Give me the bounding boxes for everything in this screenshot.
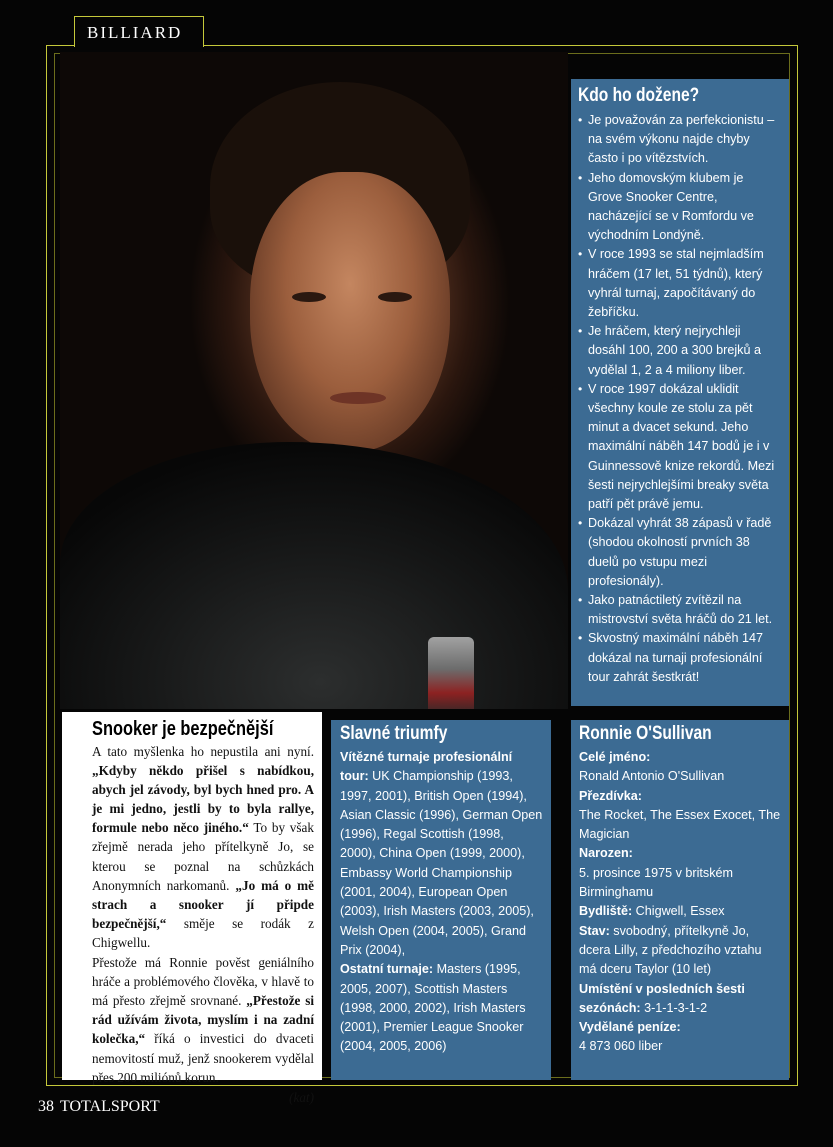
- triumphs-other: [340, 960, 543, 1056]
- fact-item: • Je považován za perfekcionistu – na svém výkonu najde chyby často i po vítězstvích.: [578, 111, 781, 169]
- article-author: (kat): [289, 1089, 314, 1105]
- born-label: Narozen:: [579, 846, 633, 861]
- facts-title: Kdo ho dožene?: [578, 85, 700, 106]
- nickname-value: The Rocket, The Essex Exocet, The Magician: [579, 807, 781, 842]
- page-number: 38: [38, 1098, 54, 1115]
- triumphs-pro-text: UK Championship (1993, 1997, 2001), British Open (1994), Asian Classic (1996), German Open (1996), Regal Scottish (1998, 2000), China Open (1999, 2000), Embassy World Championship (2001, 2004), European Open (2003), Irish Masters (2003, 2005), Welsh Open (2004, 2005), Grand Prix (2004),: [340, 769, 543, 957]
- fact-item: • Dokázal vyhrát 38 zápasů v řadě (shodou okolností prvních 38 duelů po vstupu mezi profesionály).: [578, 514, 781, 591]
- photo-mouth: [330, 392, 386, 404]
- article-text: směje se rodák z Chigwellu.: [92, 915, 314, 950]
- article-paragraph-1: [92, 742, 314, 952]
- profile-box: [571, 720, 789, 1080]
- photo-face: [250, 172, 450, 452]
- section-label: BILLIARD: [74, 16, 204, 47]
- triumphs-pro: [340, 748, 543, 960]
- article-quote: „Jo má o mě strach a snooker jí připde bezpečnější,“: [92, 877, 314, 931]
- status-label: Stav:: [579, 923, 610, 938]
- page-footer: [38, 1098, 160, 1116]
- placement-row: [579, 980, 781, 1019]
- photo-shirt: [60, 442, 568, 709]
- nickname-label: Přezdívka:: [579, 788, 642, 803]
- full-name-value: Ronald Antonio O'Sullivan: [579, 769, 725, 784]
- earnings-label: Vydělané peníze:: [579, 1020, 681, 1035]
- photo-eyes: [292, 292, 412, 306]
- article-text: A tato myšlenka ho nepustila ani nyní.: [92, 744, 314, 759]
- triumphs-other-label: Ostatní turnaje:: [340, 962, 434, 977]
- article-paragraph-2: [92, 953, 314, 1087]
- article-title: Snooker je bezpečnější: [92, 718, 274, 740]
- article-box: [62, 712, 322, 1105]
- residence-label: Bydliště:: [579, 904, 633, 919]
- residence-row: [579, 902, 781, 921]
- player-photo: [60, 52, 568, 709]
- triumphs-box: [331, 720, 551, 1080]
- article-quote: „Kdyby někdo přišel s nabídkou, abych jel závody, byl bych hned pro. A je mi jedno, jestli by to byla rallye, formule nebo něco jiného.“: [92, 763, 314, 836]
- facts-list: [578, 111, 781, 687]
- fact-item: • Je hráčem, který nejrychleji dosáhl 100, 200 a 300 brejků a vydělal 1, 2 a 4 miliony liber.: [578, 322, 781, 380]
- placement-label: Umístění v posledních šesti sezónách:: [579, 981, 745, 1015]
- fact-item: • Jako patnáctiletý zvítězil na mistrovství světa hráčů do 21 let.: [578, 591, 781, 629]
- article-text: To by však zřejmě nerada jeho přítelkyně Jo, se kterou se poznal na schůzkách Anonymních narkomanů.: [92, 820, 314, 893]
- profile-fields: [579, 748, 781, 1057]
- status-row: [579, 922, 781, 980]
- fact-item: • V roce 1993 se stal nejmladším hráčem (17 let, 51 týdnů), který vyhrál turnaj, započítávaný do žebříčku.: [578, 245, 781, 322]
- shirt-badge: [428, 637, 474, 709]
- magazine-name: TOTALSPORT: [60, 1098, 160, 1115]
- fact-item: • Jeho domovským klubem je Grove Snooker Centre, nacházející se v Romfordu ve východním Londýně.: [578, 169, 781, 246]
- article-text: říká o investici do dvaceti nemovitostí muž, jenž snookerem vydělal přes 200 miliónů korun.: [92, 1031, 314, 1085]
- profile-title: Ronnie O'Sullivan: [579, 723, 712, 744]
- facts-sidebar: [571, 79, 789, 706]
- triumphs-other-text: Masters (1995, 2005, 2007), Scottish Masters (1998, 2000, 2002), Irish Masters (2001), Premier League Snooker (2004, 2005, 2006): [340, 962, 526, 1054]
- fact-item: • V roce 1997 dokázal uklidit všechny koule ze stolu za pět minut a dvacet sekund. Jeho maximální náběh 147 bodů je i v Guinnessově knize rekordů. Mezi šesti nejrychlejšími breaky světa patří pět právě jemu.: [578, 380, 781, 514]
- born-value: 5. prosince 1975 v britském Birminghamu: [579, 865, 733, 900]
- placement-value: 3-1-1-3-1-2: [640, 1000, 708, 1015]
- article-text: Přestože má Ronnie pověst geniálního hráče a problémového člověka, v hlavě to má přesto zřejmě srovnané.: [92, 955, 314, 1009]
- fact-item: • Skvostný maximální náběh 147 dokázal na turnaji profesionální tour zahrát šestkrát!: [578, 629, 781, 687]
- triumphs-title: Slavné triumfy: [340, 723, 448, 744]
- status-value: svobodný, přítelkyně Jo, dcera Lilly, z předchozího vztahu má dceru Taylor (10 let): [579, 923, 762, 977]
- article-quote: „Přestože si rád užívám života, myslím i na zadní kolečka,“: [92, 993, 314, 1047]
- earnings-value: 4 873 060 liber: [579, 1039, 663, 1054]
- full-name-label: Celé jméno:: [579, 750, 651, 764]
- triumphs-pro-label: Vítězné turnaje profesionální tour:: [340, 750, 513, 784]
- residence-value: Chigwell, Essex: [632, 904, 725, 919]
